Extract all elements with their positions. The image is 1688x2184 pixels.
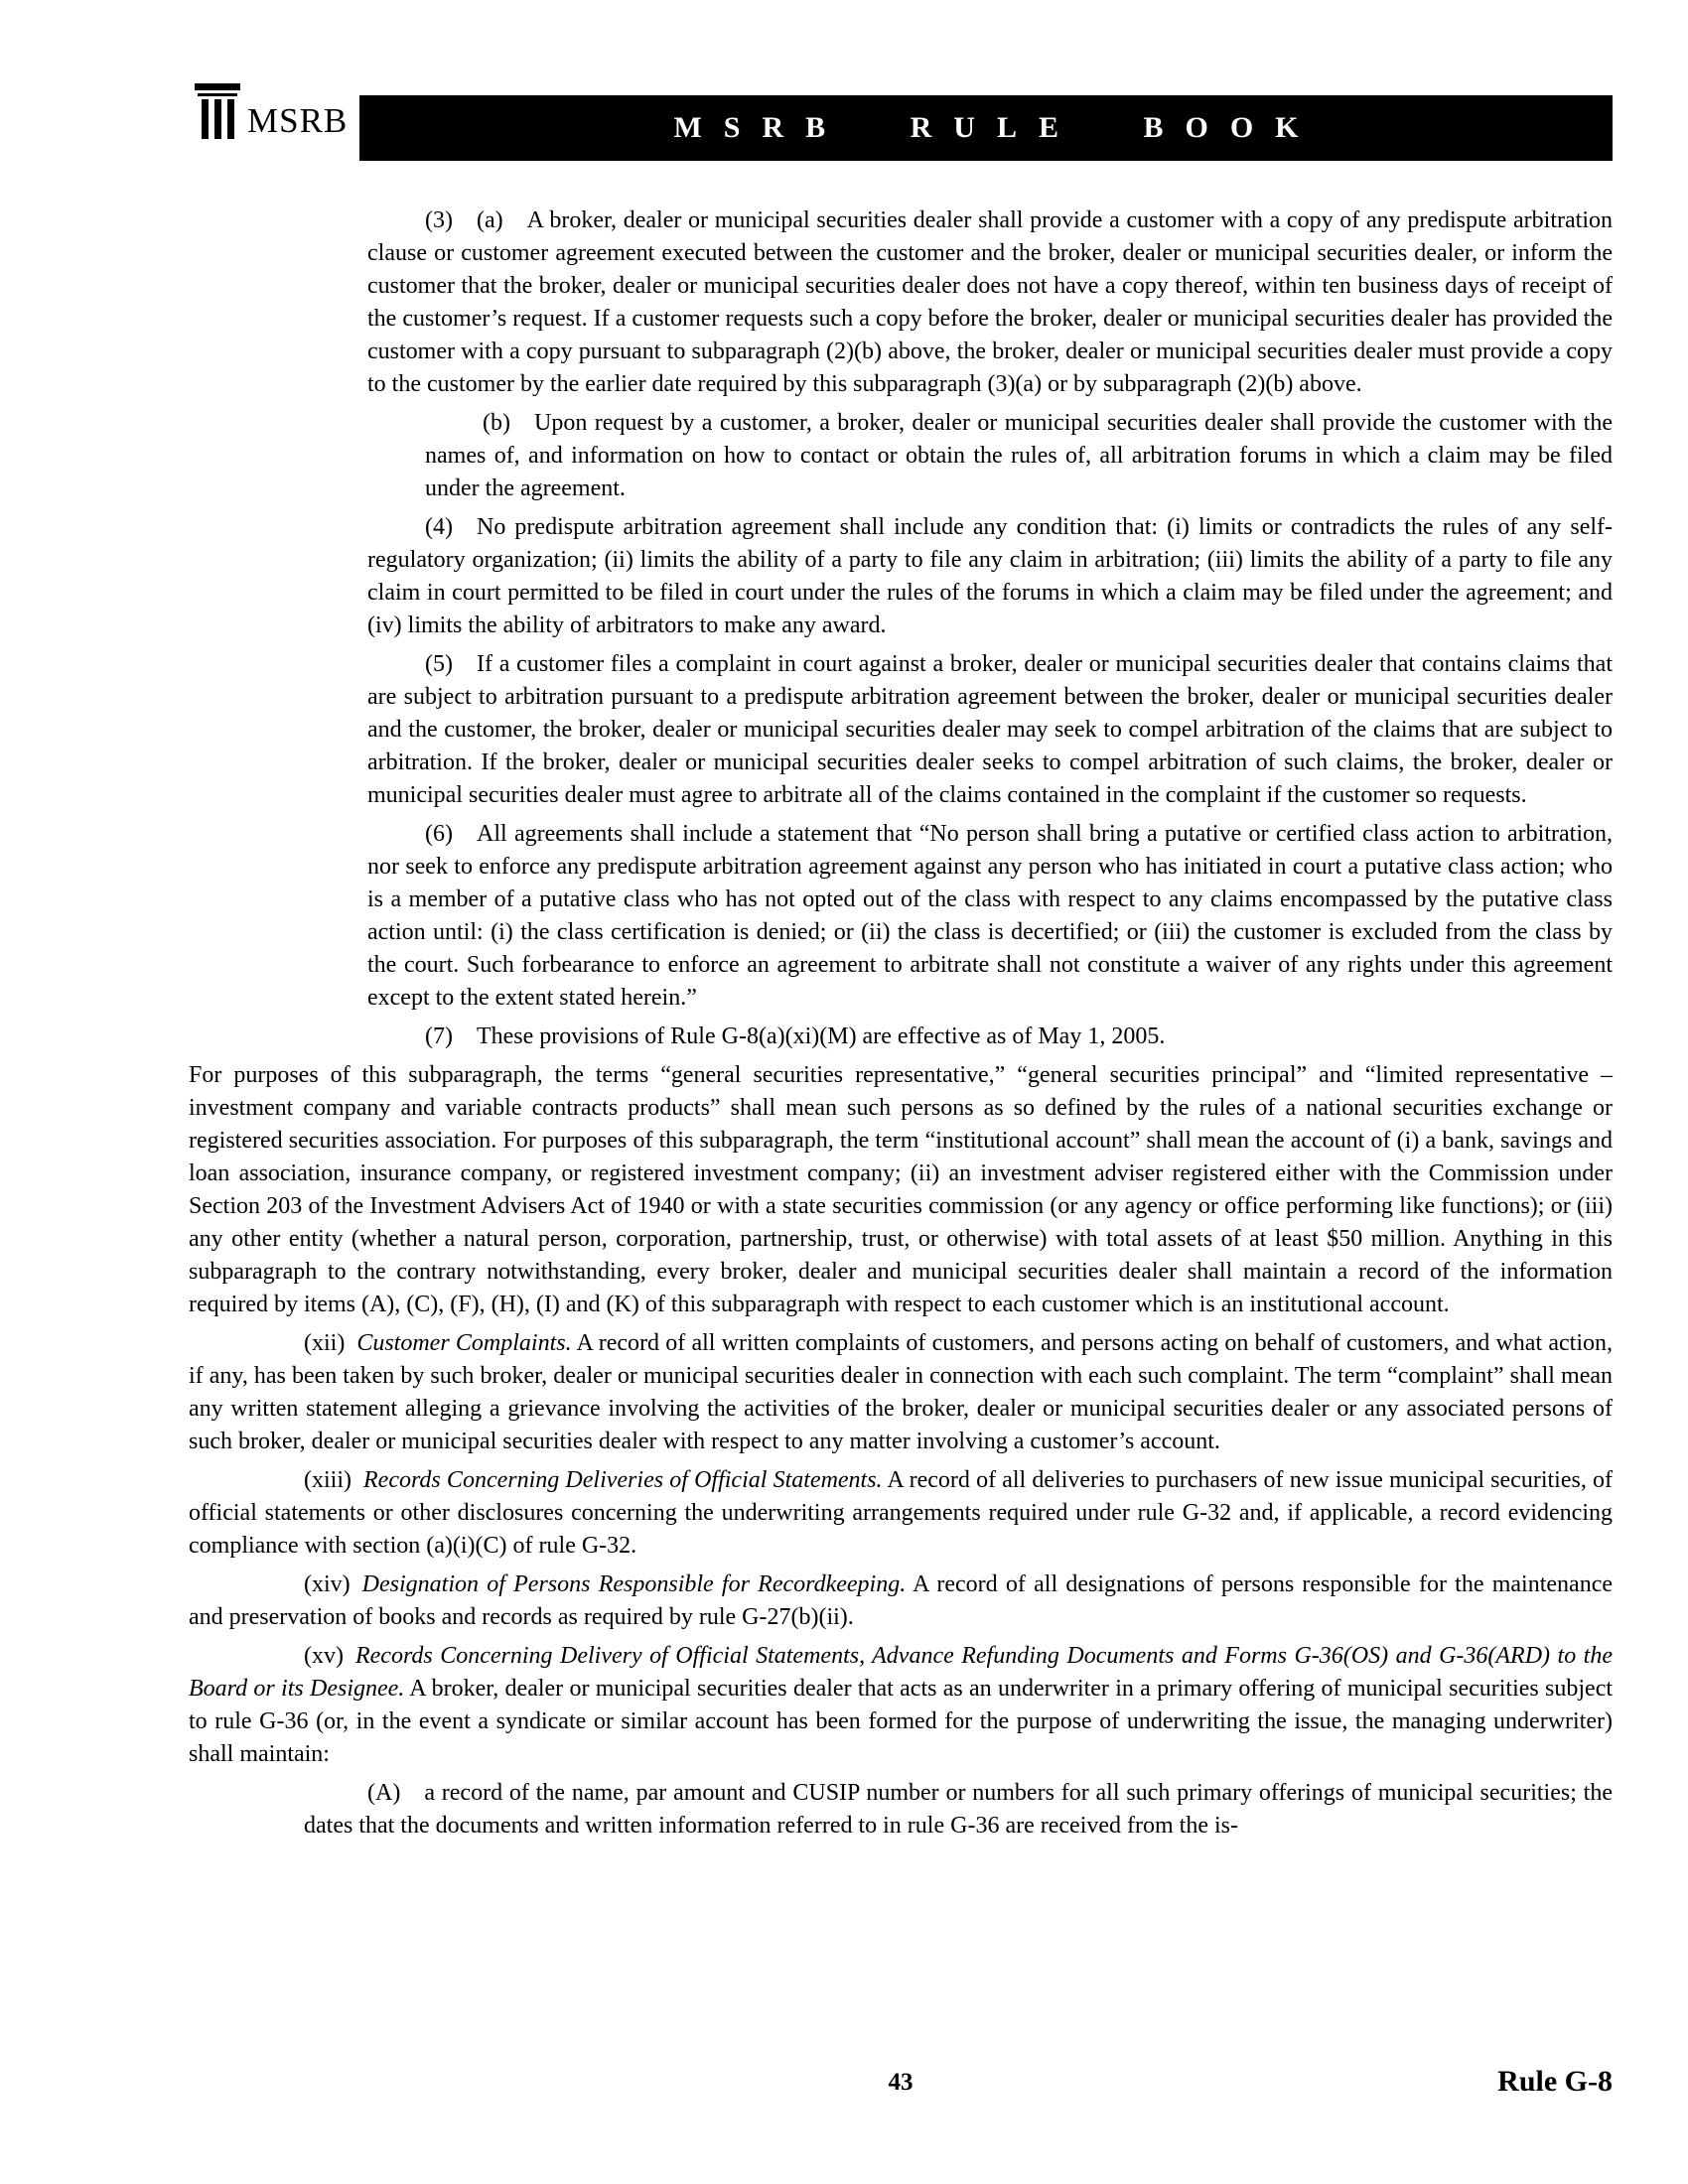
- paragraph: [304, 1777, 1613, 1843]
- paragraph-segment: (5) If a customer files a complaint in court against a broker, dealer or municipal securities dealer that contains claims that are subject to arbitration pursuant to a predispute arbitration agreement between the broker, dealer or municipal securities dealer and the customer, the broker, dealer or municipal securities dealer may seek to compel arbitration of the claims that are subject to arbitration. If the broker, dealer or municipal securities dealer seeks to compel arbitration of such claims, the broker, dealer or municipal securities dealer must agree to arbitrate all of the claims contained in the complaint if the customer so requests.: [367, 651, 1613, 808]
- paragraph-segment: (3) (a) A broker, dealer or municipal securities dealer shall provide a customer with a copy of any predispute arbitration clause or customer agreement executed between the customer and the broker, dealer or municipal securities dealer, or inform the customer that the broker, dealer or municipal securities dealer does not have a copy thereof, within ten business days of receipt of the customer’s request. If a customer requests such a copy before the broker, dealer or municipal securities dealer has provided the customer with a copy pursuant to subparagraph (2)(b) above, the broker, dealer or municipal securities dealer must provide a copy to the customer by the earlier date required by this subparagraph (3)(a) or by subparagraph (2)(b) above.: [367, 207, 1613, 397]
- paragraph: [367, 1021, 1613, 1053]
- paragraph-segment: A record of all deliveries to purchasers of new issue municipal securities, of official statements or other disclosures concerning the underwriting arrangements required under rule G-32 and, if applicable, a record evidencing compliance with section (a)(i)(C) of rule G-32.: [189, 1467, 1613, 1559]
- paragraph-segment: Designation of Persons Responsible for Recordkeeping.: [361, 1571, 907, 1597]
- paragraph-segment: Customer Complaints.: [356, 1330, 572, 1356]
- paragraph: [367, 205, 1613, 401]
- paragraph-segment: (6) All agreements shall include a statement that “No person shall bring a putative or certified class action to arbitration, nor seek to enforce any predispute arbitration agreement against any person who has initiated in court a putative class action; who is a member of a putative class who has not opted out of the class with respect to any claims encompassed by the putative class action until: (i) the class certification is denied; or (ii) the class is decertified; or (iii) the customer is excluded from the class by the court. Such forbearance to enforce an agreement to arbitrate shall not constitute a waiver of any rights under this agreement except to the extent stated herein.”: [367, 821, 1613, 1011]
- paragraph-segment: For purposes of this subparagraph, the terms “general securities representative,” “general securities principal” and “limited representative – investment company and variable contracts products” shall mean such persons as so defined by the rules of a national securities exchange or registered securities association. For purposes of this subparagraph, the term “institutional account” shall mean the account of (i) a bank, savings and loan association, insurance company, or registered investment company; (ii) an investment adviser registered either with the Commission under Section 203 of the Investment Advisers Act of 1940 or with a state securities commission (or any agency or office performing like functions); or (iii) any other entity (whether a natural person, corporation, partnership, trust, or otherwise) with total assets of at least $50 million. Anything in this subparagraph to the contrary notwithstanding, every broker, dealer and municipal securities dealer shall maintain a record of the information required by items (A), (C), (F), (H), (I) and (K) of this subparagraph with respect to each customer which is an institutional account.: [189, 1062, 1613, 1317]
- paragraph-segment: A broker, dealer or municipal securities dealer that acts as an underwriter in a primary offering of municipal securities subject to rule G-36 (or, in the event a syndicate or similar account has been formed for the purpose of underwriting the issue, the managing underwriter) shall maintain:: [189, 1676, 1614, 1767]
- paragraph-segment: (4) No predispute arbitration agreement shall include any condition that: (i) limits or contradicts the rules of any self-regulatory organization; (ii) limits the ability of a party to file any claim in arbitration; (iii) limits the ability of a party to file any claim in court permitted to be filed in court under the rules of the forums in which a claim may be filed under the agreement; and (iv) limits the ability of arbitrators to make any award.: [367, 514, 1613, 638]
- paragraph-segment: Records Concerning Delivery of Official Statements, Advance Refunding Documents and Forms G-36(OS) and G-36(ARD) to the Board or its Designee.: [189, 1643, 1613, 1702]
- page-footer: [189, 2065, 1613, 2109]
- msrb-logo-text: MSRB: [247, 101, 349, 140]
- paragraph-segment: (b) Upon request by a customer, a broker, dealer or municipal securities dealer shall provide the customer with the names of, and information on how to contact or obtain the rules of, all arbitration forums in which a claim may be filed under the agreement.: [425, 410, 1613, 501]
- paragraph-segment: Records Concerning Deliveries of Official Statements.: [363, 1467, 883, 1493]
- paragraph: [425, 407, 1613, 505]
- paragraph-segment: A record of all written complaints of customers, and persons acting on behalf of customers, and what action, if any, has been taken by such broker, dealer or municipal securities dealer in connection with each such complaint. The term “complaint” shall mean any written statement alleging a grievance involving the activities of the broker, dealer or municipal securities dealer or any associated persons of such broker, dealer or municipal securities dealer with respect to any matter involving a customer’s account.: [189, 1330, 1613, 1454]
- rule-reference: Rule G-8: [1497, 2065, 1613, 2098]
- page-number: 43: [888, 2069, 914, 2096]
- paragraph: [189, 1327, 1613, 1458]
- paragraph-segment: (xiii): [304, 1467, 363, 1493]
- paragraph: [367, 818, 1613, 1015]
- paragraph: [189, 1640, 1613, 1771]
- paragraph: [189, 1059, 1613, 1321]
- msrb-columns-icon: [195, 83, 240, 141]
- paragraph-segment: A record of all designations of persons responsible for the maintenance and preservation of books and records as required by rule G-27(b)(ii).: [189, 1571, 1614, 1630]
- paragraph-segment: (xv): [304, 1643, 355, 1669]
- paragraph: [189, 1569, 1613, 1634]
- paragraph: [189, 1464, 1613, 1563]
- rulebook-banner: [359, 95, 1613, 161]
- banner-title: MSRB RULE BOOK: [673, 111, 1321, 144]
- paragraph-segment: (xiv): [304, 1571, 362, 1597]
- paragraph-segment: (xii): [304, 1330, 357, 1356]
- paragraph-segment: (7) These provisions of Rule G-8(a)(xi)(M) are effective as of May 1, 2005.: [425, 1024, 1166, 1049]
- paragraph-segment: (A) a record of the name, par amount and CUSIP number or numbers for all such primary offerings of municipal securities; the dates that the documents and written information referred to in rule G-36 are received from the is-: [304, 1780, 1613, 1839]
- paragraph: [367, 648, 1613, 812]
- document-body: [189, 205, 1613, 1848]
- paragraph: [367, 511, 1613, 642]
- msrb-logo: [195, 83, 348, 141]
